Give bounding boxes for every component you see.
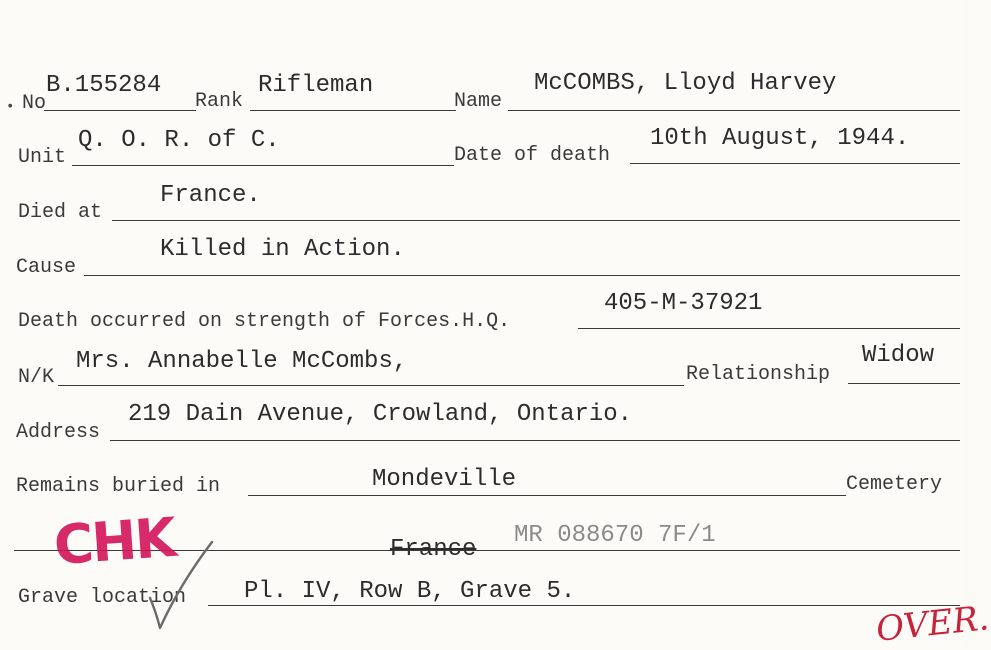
- strength-value: 405-M-37921: [604, 290, 763, 317]
- grave-location-value: Pl. IV, Row B, Grave 5.: [244, 578, 576, 605]
- grave-location-label: Grave location: [18, 586, 187, 609]
- check-mark-icon: [146, 540, 216, 635]
- address-line: [110, 440, 960, 441]
- rank-line: [250, 110, 456, 111]
- remains-buried-label: Remains buried in: [16, 475, 221, 498]
- service-number: B.155284: [46, 72, 162, 99]
- address-label: Address: [16, 421, 101, 444]
- relationship-value: Widow: [862, 342, 935, 369]
- cemetery-label: Cemetery: [846, 473, 943, 496]
- unit-line: [72, 165, 454, 166]
- date-of-death-label: Date of death: [454, 144, 611, 167]
- rank-value: Rifleman: [258, 72, 374, 99]
- next-of-kin-label: N/K: [18, 366, 55, 389]
- date-of-death-value: 10th August, 1944.: [650, 125, 910, 152]
- name-label: Name: [454, 90, 503, 113]
- date-line: [630, 163, 960, 164]
- no-line: [44, 110, 196, 111]
- cause-line: [84, 275, 960, 276]
- relationship-line: [848, 383, 960, 384]
- strength-line: [578, 328, 960, 329]
- rank-label: Rank: [195, 90, 244, 113]
- died-at-line: [112, 220, 960, 221]
- cause-label: Cause: [16, 256, 77, 279]
- name-line: [508, 110, 960, 111]
- unit-value: Q. O. R. of C.: [78, 127, 280, 154]
- grave-line: [208, 605, 960, 606]
- map-reference-value: MR 088670 7F/1: [514, 522, 716, 549]
- remains-line: [248, 495, 846, 496]
- country-struck-value: France: [390, 536, 477, 563]
- cause-value: Killed in Action.: [160, 236, 405, 263]
- relationship-label: Relationship: [686, 363, 831, 386]
- chk-stamp: CHK: [51, 505, 177, 578]
- died-at-label: Died at: [18, 201, 103, 224]
- next-of-kin-value: Mrs. Annabelle McCombs,: [76, 348, 408, 375]
- name-value: McCOMBS, Lloyd Harvey: [534, 70, 837, 97]
- strength-label: Death occurred on strength of Forces.H.Q.: [18, 310, 511, 333]
- no-label: No: [22, 92, 47, 115]
- address-value: 219 Dain Avenue, Crowland, Ontario.: [128, 401, 633, 428]
- unit-label: Unit: [18, 146, 67, 169]
- died-at-value: France.: [160, 182, 261, 209]
- margin-dot: •: [6, 99, 15, 115]
- burial-place-value: Mondeville: [372, 466, 517, 493]
- next-of-kin-line: [58, 385, 684, 386]
- over-note: OVER.: [874, 598, 991, 650]
